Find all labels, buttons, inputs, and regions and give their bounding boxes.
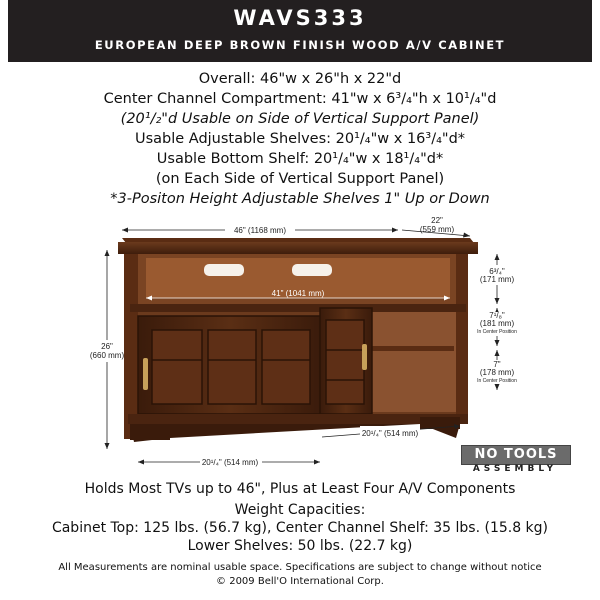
measurements-disclaimer: All Measurements are nominal usable space. Specifications are subject to change without notice — [58, 562, 542, 573]
cabinet-diagram — [0, 212, 600, 477]
tv-capacity-text: Holds Most TVs up to 46", Plus at Least Four A/V Components — [84, 481, 516, 497]
width-label: 46" (1168 mm) — [233, 226, 287, 235]
weight-capacities-line2: Lower Shelves: 50 lbs. (22.7 kg) — [187, 538, 413, 554]
product-model-title: WAVS333 — [233, 6, 367, 30]
height-mm-label: (660 mm) — [89, 351, 125, 360]
shelf-gap2-label: 7" — [493, 360, 501, 369]
weight-capacities-title: Weight Capacities: — [234, 502, 366, 518]
depth-dimension — [402, 216, 470, 238]
shelf-gap2-mm-label: (178 mm) — [479, 368, 515, 377]
width-dimension — [122, 224, 398, 235]
depth-mm-label: (559 mm) — [419, 225, 455, 234]
spec-center-usable: (20¹/₂"d Usable on Side of Vertical Support Panel) — [120, 111, 480, 127]
no-tools-badge — [455, 445, 575, 475]
height-dimension — [86, 250, 128, 449]
shelf-gap1-label: 7¹/₈" — [489, 311, 505, 320]
spec-adjustable-shelves: Usable Adjustable Shelves: 20¹/₄"w x 16³/₄"d* — [134, 131, 466, 147]
inner-width-label: 41" (1041 mm) — [271, 289, 325, 298]
shelf-height-dimensions — [476, 254, 518, 390]
right-bottom-label: 20¹/₄" (514 mm) — [361, 429, 419, 438]
shelf-gap1-mm-label: (181 mm) — [479, 319, 515, 328]
header-banner — [8, 0, 592, 62]
spec-overall: Overall: 46"w x 26"h x 22"d — [198, 71, 402, 87]
weight-capacities-line1: Cabinet Top: 125 lbs. (56.7 kg), Center Channel Shelf: 35 lbs. (15.8 kg) — [51, 520, 549, 536]
spec-each-side: (on Each Side of Vertical Support Panel) — [155, 171, 445, 187]
height-label: 26" — [101, 342, 113, 351]
center-height-mm-label: (171 mm) — [479, 275, 515, 284]
depth-label: 22" — [431, 216, 443, 225]
assembly-label: ASSEMBLY — [472, 464, 558, 474]
shelf-gap1-note: In Center Position — [477, 329, 517, 335]
left-bottom-label: 20¹/₄" (514 mm) — [201, 458, 259, 467]
spec-bottom-shelf: Usable Bottom Shelf: 20¹/₄"w x 18¹/₄"d* — [156, 151, 444, 167]
center-height-label: 6³/₄" — [489, 267, 505, 276]
shelf-gap2-note: In Center Position — [477, 378, 517, 384]
no-tools-label: NO TOOLS — [461, 445, 571, 465]
spec-center-channel: Center Channel Compartment: 41"w x 6³/₄"h x 10¹/₄"d — [103, 91, 497, 107]
product-subtitle: EUROPEAN DEEP BROWN FINISH WOOD A/V CABINET — [94, 38, 506, 52]
cabinet-body — [118, 238, 478, 442]
copyright-text: © 2009 Bell'O International Corp. — [216, 576, 384, 587]
spec-footnote: *3-Positon Height Adjustable Shelves 1" Up or Down — [110, 191, 490, 207]
